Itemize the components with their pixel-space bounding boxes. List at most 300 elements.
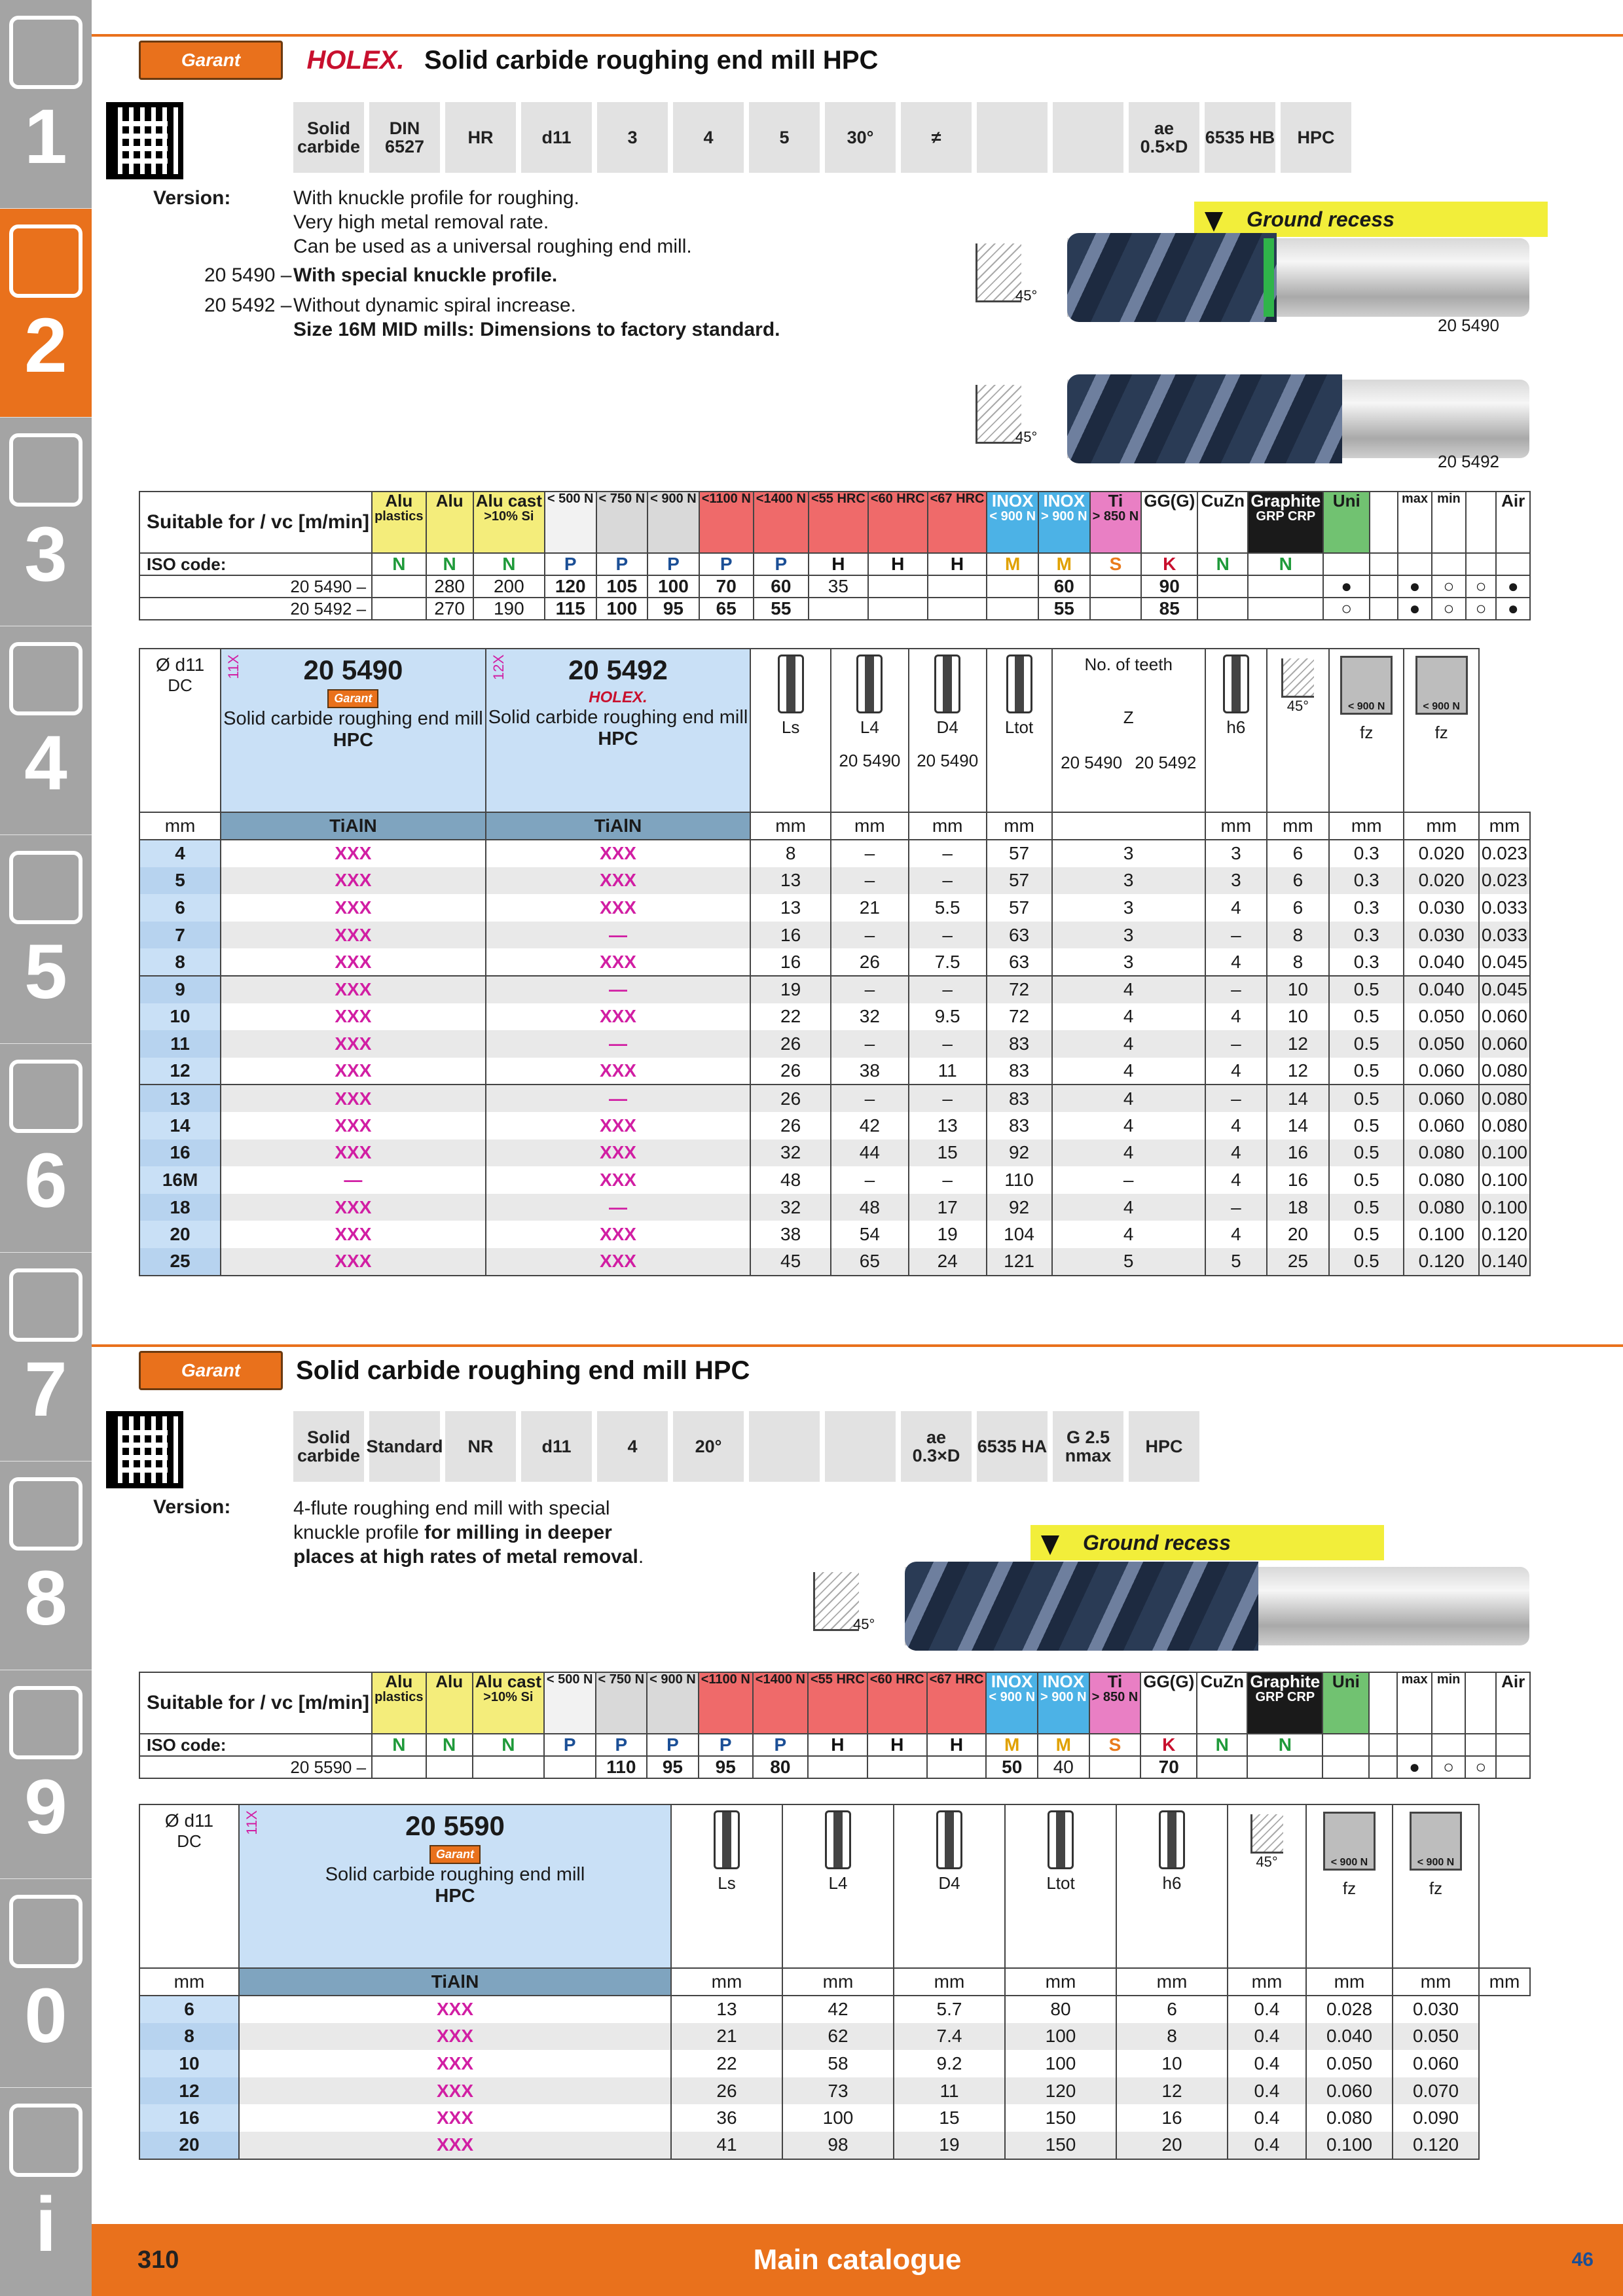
feature-symbol [1053, 102, 1123, 173]
iso-code: P [647, 553, 699, 575]
iso-code: S [1090, 553, 1142, 575]
material-strength: > 900 N [1041, 509, 1087, 524]
table-row [139, 1194, 1530, 1221]
material-name: GG(G) [1144, 491, 1195, 511]
diameter-cell: 9 [139, 976, 221, 1003]
value-cell: 9.5 [909, 1003, 987, 1031]
material-strength: <67 HRC [929, 1672, 984, 1687]
cutting-speed [809, 598, 868, 620]
variant-text [293, 263, 557, 287]
unit: mm [1393, 1968, 1479, 1996]
z-sub: 20 5492 [1135, 753, 1197, 772]
material-column-header [1089, 1672, 1141, 1734]
table-row [139, 1003, 1530, 1031]
unit: mm [1479, 1968, 1530, 1996]
material-column-header [647, 1672, 699, 1734]
material-column-header [473, 492, 545, 553]
feature-symbol: 30° [825, 102, 896, 173]
value-cell: 0.080 [1479, 1058, 1530, 1085]
cutting-speed [987, 575, 1038, 598]
iso-code: H [867, 1734, 927, 1756]
material-column-header [754, 492, 809, 553]
material-column-header [987, 492, 1038, 553]
value-cell: 3 [1052, 867, 1205, 895]
article-number: 20 5590 [405, 1810, 505, 1841]
value-cell: 0.040 [1404, 948, 1478, 976]
value-cell: – [909, 1030, 987, 1058]
feature-symbol: 5 [749, 102, 820, 173]
unit: mm [750, 812, 831, 840]
value-cell: 7.5 [909, 948, 987, 976]
material-name: INOX [1042, 1672, 1085, 1691]
material-column-header [1369, 1672, 1397, 1734]
value-cell: – [831, 1030, 909, 1058]
material-strength: <1100 N [701, 1672, 750, 1687]
iso-code: H [927, 1734, 987, 1756]
value-cell: 19 [909, 1221, 987, 1248]
value-cell: 16 [1267, 1139, 1329, 1167]
value-cell: 57 [987, 840, 1052, 867]
ground-recess-label: Ground recess [1030, 1525, 1384, 1560]
value-cell: 98 [782, 2132, 894, 2159]
cutting-speed: 55 [1038, 598, 1090, 620]
cutting-speed [426, 1756, 473, 1778]
iso-code [1370, 553, 1398, 575]
ls-header [750, 649, 831, 812]
value-cell: 0.5 [1329, 1112, 1404, 1139]
chamfer-header [1267, 649, 1329, 812]
value-cell: 0.4 [1228, 2050, 1306, 2077]
value-cell: 3 [1052, 922, 1205, 949]
section-header [139, 41, 878, 80]
feature-symbol: HR [445, 102, 516, 173]
diameter-cell: 12 [139, 1058, 221, 1085]
material-name: Air [1501, 491, 1525, 511]
section-title: Solid carbide roughing end mill HPC [424, 45, 879, 75]
ltot-header-label: Ltot [1004, 717, 1034, 737]
end-mill-image-1 [1067, 238, 1529, 317]
z-label: Z [1123, 708, 1134, 727]
material-name: INOX [991, 491, 1034, 511]
value-cell: – [831, 1166, 909, 1194]
value-cell: 0.120 [1404, 1248, 1478, 1276]
value-cell: – [831, 867, 909, 895]
sidebar-tab-6[interactable] [0, 1253, 92, 1463]
angle-label: 45° [853, 1616, 875, 1632]
iso-code: K [1140, 1734, 1197, 1756]
iso-code [1465, 1734, 1496, 1756]
angle-label: 45° [1015, 287, 1038, 304]
d4-header [894, 1804, 1005, 1968]
value-cell: 0.3 [1329, 840, 1404, 867]
availability-cell: XXX [486, 1248, 751, 1276]
cutting-speed [1322, 1756, 1369, 1778]
unit: mm [1329, 812, 1404, 840]
value-cell: 100 [782, 2104, 894, 2132]
availability-cell: XXX [486, 948, 751, 976]
material-strength: < 900 N [649, 1672, 696, 1687]
cutting-speed: 115 [545, 598, 596, 620]
availability-cell: XXX [239, 2104, 671, 2132]
value-cell: 0.033 [1479, 894, 1530, 922]
cutting-speed [808, 1756, 867, 1778]
cutting-speed: ○ [1432, 598, 1465, 620]
chamfer-label: 45° [1286, 698, 1309, 714]
availability-cell: XXX [486, 1221, 751, 1248]
value-cell: – [909, 1085, 987, 1112]
iso-code [1323, 553, 1370, 575]
material-column-header [986, 1672, 1038, 1734]
iso-code: N [372, 553, 426, 575]
value-cell: 0.045 [1479, 976, 1530, 1003]
availability-cell: XXX [486, 1003, 751, 1031]
value-cell: 14 [1267, 1085, 1329, 1112]
section-title: Solid carbide roughing end mill HPC [296, 1355, 750, 1385]
cutting-speed: ● [1398, 575, 1432, 598]
value-cell: 10 [1267, 976, 1329, 1003]
material-column-header [1323, 492, 1370, 553]
safety-goggles-icon [9, 1895, 82, 1968]
cutting-speed [372, 575, 426, 598]
value-cell: 0.020 [1404, 840, 1478, 867]
cutting-speed: 80 [753, 1756, 808, 1778]
feature-symbol: 6535 HA [977, 1411, 1048, 1482]
table-row [139, 976, 1530, 1003]
material-name: Ti [1108, 491, 1123, 511]
feature-symbol [749, 1411, 820, 1482]
cutting-speed [1197, 598, 1248, 620]
value-cell: 5.5 [909, 894, 987, 922]
image-caption: 20 5490 [1438, 315, 1499, 335]
feature-symbol: 6535 HB [1205, 102, 1275, 173]
cutting-speed: 105 [596, 575, 648, 598]
material-strength: GRP CRP [1255, 1690, 1315, 1705]
material-name: Graphite [1250, 1672, 1321, 1691]
cutting-speed: 40 [1038, 1756, 1089, 1778]
value-cell: 4 [1205, 1112, 1267, 1139]
availability-cell: XXX [486, 840, 751, 867]
value-cell: 3 [1205, 867, 1267, 895]
material-column-header [1432, 492, 1465, 553]
iso-code: H [868, 553, 928, 575]
value-cell: 10 [1116, 2050, 1228, 2077]
image-caption: 20 5492 [1438, 452, 1499, 471]
diameter-cell: 25 [139, 1248, 221, 1276]
material-name: Alu [435, 491, 464, 511]
feed-header [1329, 649, 1404, 812]
feature-symbol: ae 0.5×D [1129, 102, 1199, 173]
dc-label: Ø d11 [155, 655, 205, 675]
value-cell: 36 [671, 2104, 782, 2132]
sidebar-tab-5[interactable] [0, 1044, 92, 1255]
feature-symbol: d11 [521, 102, 592, 173]
sidebar-tab-8[interactable] [0, 1670, 92, 1881]
cutting-speed: 65 [699, 598, 754, 620]
material-strength: < 750 N [598, 1672, 645, 1687]
material-strength: <1400 N [756, 492, 806, 506]
cutting-speed [372, 1756, 426, 1778]
variant-text-bold: Size 16M MID mills: Dimensions to factory standard. [293, 319, 780, 340]
cutting-speed: 70 [699, 575, 754, 598]
cutting-speed: 60 [754, 575, 809, 598]
cutting-speed [927, 1756, 987, 1778]
material-column-header [1466, 492, 1497, 553]
sidebar-tab-10[interactable] [0, 2088, 92, 2296]
pack-quantity: 11X [225, 655, 242, 679]
value-cell: 58 [782, 2050, 894, 2077]
article-number: 20 5490 [303, 655, 403, 685]
material-strength: plastics [374, 1690, 424, 1705]
value-cell: 32 [831, 1003, 909, 1031]
value-cell: 16 [750, 922, 831, 949]
availability-cell: XXX [239, 2050, 671, 2077]
material-column-header [1432, 1672, 1465, 1734]
value-cell: 4 [1205, 1003, 1267, 1031]
value-cell: 0.140 [1479, 1248, 1530, 1276]
material-column-header [699, 1672, 753, 1734]
value-cell: 16 [750, 948, 831, 976]
table-row [139, 2132, 1530, 2159]
sidebar-tab-7[interactable] [0, 1462, 92, 1672]
material-strength: < 500 N [546, 1672, 593, 1687]
value-cell: 4 [1052, 1058, 1205, 1085]
iso-code [1496, 553, 1530, 575]
value-cell: 0.4 [1228, 2104, 1306, 2132]
value-cell: – [909, 1166, 987, 1194]
iso-code: K [1141, 553, 1197, 575]
section-header [139, 1351, 750, 1390]
value-cell: 0.060 [1393, 2050, 1479, 2077]
value-cell: 21 [671, 2023, 782, 2051]
l4-header-label: L4 [860, 717, 879, 737]
sidebar-tab-number: 6 [24, 1138, 67, 1224]
iso-code-label: ISO code: [139, 553, 372, 575]
h6-header-label: h6 [1162, 1873, 1182, 1893]
footer-title: Main catalogue [753, 2244, 962, 2276]
value-cell: 0.030 [1404, 894, 1478, 922]
value-cell: 7.4 [894, 2023, 1005, 2051]
material-name: Ti [1107, 1672, 1123, 1691]
material-name: INOX [1043, 491, 1085, 511]
material-column-header [473, 1672, 544, 1734]
cutting-speed [372, 598, 426, 620]
value-cell: 0.5 [1329, 1194, 1404, 1221]
teeth-header [1052, 649, 1205, 812]
iso-code: S [1089, 1734, 1141, 1756]
value-cell: 12 [1267, 1030, 1329, 1058]
end-mill-image-3 [905, 1567, 1529, 1645]
cutting-speed [1247, 1756, 1322, 1778]
material-column-header [1496, 492, 1530, 553]
iso-code: M [986, 1734, 1038, 1756]
feature-symbol: Solid carbide [293, 1411, 364, 1482]
sidebar-tab-4[interactable] [0, 835, 92, 1046]
unit: mm [1205, 812, 1267, 840]
sidebar-tab-1[interactable] [0, 209, 92, 420]
value-cell: 4 [1205, 1221, 1267, 1248]
cutting-speed: ● [1496, 598, 1530, 620]
availability-cell: XXX [486, 1058, 751, 1085]
value-cell: 92 [987, 1194, 1052, 1221]
value-cell: 41 [671, 2132, 782, 2159]
l4-header-label: L4 [828, 1873, 848, 1893]
availability-cell: XXX [221, 1003, 486, 1031]
unit: mm [782, 1968, 894, 1996]
value-cell: 16 [1267, 1166, 1329, 1194]
table-row [139, 1058, 1530, 1085]
product-type: HPC [333, 730, 374, 751]
cutting-speed: ● [1397, 1756, 1432, 1778]
value-cell: 42 [831, 1112, 909, 1139]
material-strength: < 900 N [989, 509, 1036, 524]
version-text-bold: for milling in deeper [424, 1522, 612, 1543]
availability-cell: XXX [486, 894, 751, 922]
suitability-table-1 [139, 491, 1531, 620]
shank-icon [1223, 655, 1249, 713]
feature-symbol: ≠ [901, 102, 972, 173]
cutting-speed: 55 [754, 598, 809, 620]
cutting-speed: ● [1496, 575, 1530, 598]
material-name: CuZn [1200, 1672, 1244, 1691]
d4-header-label: D4 [938, 1873, 960, 1893]
value-cell: 13 [750, 894, 831, 922]
value-cell: 26 [750, 1112, 831, 1139]
diameter-cell: 8 [139, 2023, 239, 2051]
value-cell: 38 [831, 1058, 909, 1085]
fz-label: fz [1434, 723, 1448, 742]
value-cell: 11 [894, 2077, 1005, 2105]
value-cell: 15 [909, 1139, 987, 1167]
availability-cell: XXX [221, 1221, 486, 1248]
suitable-for-label: Suitable for / vc [m/min] [139, 492, 372, 553]
availability-cell: XXX [221, 894, 486, 922]
qr-code-icon[interactable] [106, 102, 183, 179]
material-strength: GRP CRP [1256, 509, 1316, 524]
value-cell: 63 [987, 922, 1052, 949]
qr-code-icon[interactable] [106, 1411, 183, 1488]
value-cell: 0.050 [1306, 2050, 1393, 2077]
value-cell: 0.3 [1329, 948, 1404, 976]
material-column-header [596, 1672, 647, 1734]
unit: mm [1306, 1968, 1393, 1996]
table-row [139, 2050, 1530, 2077]
value-cell: 0.060 [1479, 1003, 1530, 1031]
value-cell: 0.080 [1404, 1166, 1478, 1194]
value-cell: 0.060 [1404, 1058, 1478, 1085]
material-column-header [1038, 492, 1090, 553]
shank-icon [714, 1810, 740, 1869]
value-cell: 104 [987, 1221, 1052, 1248]
material-strength: < 750 N [598, 492, 646, 506]
cutting-speed: ○ [1432, 575, 1465, 598]
sidebar-tab-0[interactable] [0, 0, 92, 211]
value-cell: 8 [1267, 922, 1329, 949]
value-cell: 48 [831, 1194, 909, 1221]
diameter-cell: 16 [139, 2104, 239, 2132]
article-code: 20 5590 – [139, 1756, 372, 1778]
cutting-speed: ○ [1466, 598, 1497, 620]
tap-icon [9, 433, 82, 507]
wrench-icon [9, 1060, 82, 1133]
iso-code [1398, 553, 1432, 575]
value-cell: 83 [987, 1085, 1052, 1112]
value-cell: – [909, 922, 987, 949]
value-cell: – [831, 976, 909, 1003]
chapter-sidebar [0, 0, 92, 2296]
cutting-speed: ● [1323, 575, 1370, 598]
material-column-header [1370, 492, 1398, 553]
material-strength: <60 HRC [869, 1672, 924, 1687]
cutting-speed: ○ [1466, 575, 1497, 598]
h6-header [1205, 649, 1267, 812]
material-strength: > 850 N [1092, 509, 1139, 524]
iso-code: M [1038, 553, 1090, 575]
sidebar-tab-2[interactable] [0, 418, 92, 628]
product-type: HPC [435, 1886, 475, 1907]
fz-label: fz [1429, 1878, 1443, 1898]
value-cell: 80 [1005, 1996, 1116, 2023]
value-cell: 38 [750, 1221, 831, 1248]
cutting-speed: 100 [647, 575, 699, 598]
value-cell: 6 [1267, 840, 1329, 867]
unit: mm [1479, 812, 1530, 840]
chamfer-header [1228, 1804, 1306, 1968]
value-cell: 0.090 [1393, 2104, 1479, 2132]
material-column-header [1465, 1672, 1496, 1734]
diameter-cell: 6 [139, 1996, 239, 2023]
coating: TiAlN [239, 1968, 671, 1996]
material-column-header [1197, 492, 1248, 553]
availability-cell: XXX [239, 2132, 671, 2159]
value-cell: 150 [1005, 2104, 1116, 2132]
product-description: Solid carbide roughing end mill [325, 1864, 585, 1885]
teeth-label: No. of teeth [1084, 655, 1173, 674]
iso-code: N [426, 1734, 473, 1756]
h6-header-label: h6 [1226, 717, 1246, 737]
unit: mm [139, 1968, 239, 1996]
material-column-header [1322, 1672, 1369, 1734]
value-cell: 0.100 [1404, 1221, 1478, 1248]
sidebar-tab-3[interactable] [0, 626, 92, 837]
garant-logo: Garant [139, 1351, 283, 1390]
material-column-header [1248, 492, 1323, 553]
value-cell: 0.3 [1329, 922, 1404, 949]
diameter-cell: 8 [139, 948, 221, 976]
cutting-speed [1248, 598, 1323, 620]
material-column-header [868, 492, 928, 553]
material-strength: <55 HRC [810, 1672, 865, 1687]
value-cell: 83 [987, 1058, 1052, 1085]
diameter-cell: 7 [139, 922, 221, 949]
iso-code: N [1197, 553, 1248, 575]
table-row [139, 867, 1530, 895]
material-column-header [426, 492, 473, 553]
sidebar-tab-9[interactable] [0, 1879, 92, 2090]
value-cell: 0.5 [1329, 1221, 1404, 1248]
value-cell: 8 [1267, 948, 1329, 976]
material-column-header [596, 492, 648, 553]
page-number: 310 [137, 2246, 179, 2274]
d4-header-label: D4 [936, 717, 958, 737]
end-mill-image-2 [1067, 380, 1529, 458]
value-cell: 0.060 [1306, 2077, 1393, 2105]
value-cell: 83 [987, 1112, 1052, 1139]
diameter-cell: 11 [139, 1030, 221, 1058]
value-cell: 14 [1267, 1112, 1329, 1139]
diameter-cell: 16M [139, 1166, 221, 1194]
material-name: INOX [991, 1672, 1033, 1691]
shank-icon [825, 1810, 851, 1869]
